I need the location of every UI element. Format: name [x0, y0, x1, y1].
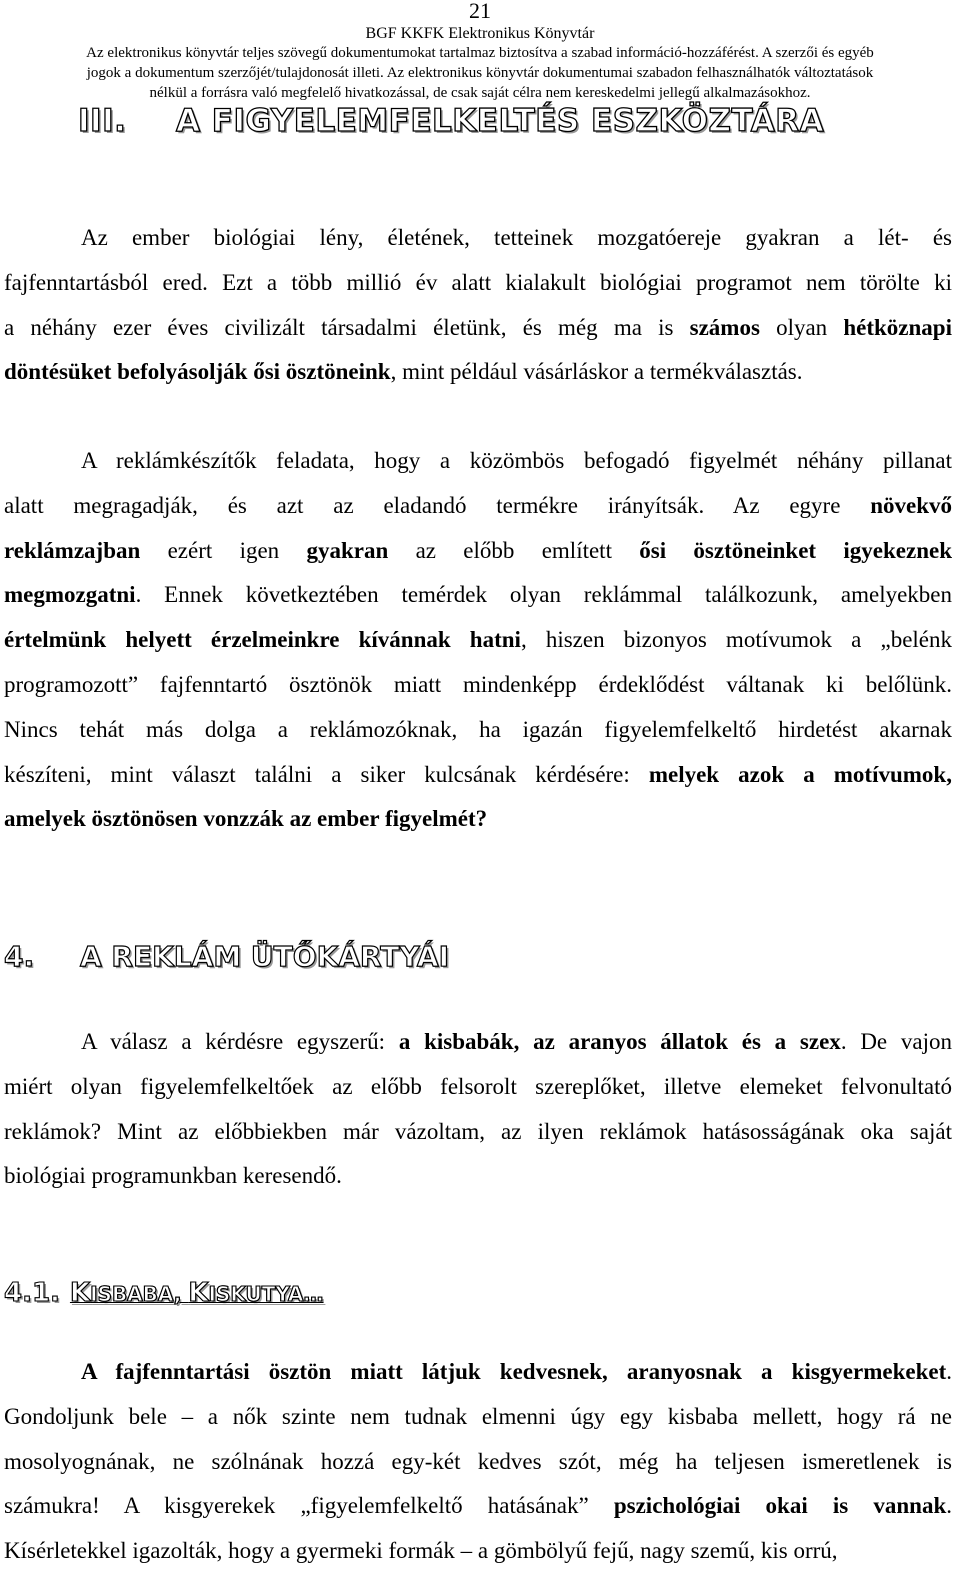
text-run: . [946, 1359, 952, 1384]
text-run: olyan [759, 314, 844, 340]
paragraph-answer [4, 1020, 952, 1199]
bold-text-run: A fajfenntartási ösztön miatt látjuk kedvesnek, aranyosnak a kisgyermekeket [81, 1359, 947, 1384]
text-run: reklámok? Mint az előbbiekben már vázoltam, az ilyen reklámok hatásosságának oka saját [4, 1118, 952, 1144]
header-notice-line3: nélkül a forrásra való megfelelő hivatkozással, de csak saját célra nem kereskedelmi jellegű alkalmazásokhoz. [149, 85, 811, 101]
section-4-1-heading [4, 1278, 323, 1308]
text-run: , mint például vásárláskor a termékválasztás. [390, 359, 803, 385]
text-run: az előbb említett [388, 537, 640, 563]
text-line [4, 1020, 952, 1065]
header-notice-line2: jogok a dokumentum szerzőjét/tulajdonosát illeti. Az elektronikus könyvtár dokumentumai szabadon felhasználhatók változtatások [86, 65, 874, 81]
bold-text-run: pszichológiai okai is vannak [613, 1493, 947, 1519]
text-run: A reklámkészítők feladata, hogy a közömbös befogadó figyelmét néhány pillanat [81, 448, 952, 473]
text-line [4, 1110, 952, 1155]
chapter-number: III. [78, 103, 127, 139]
text-run: készíteni, mint választ találni a siker kulcsának kérdésére: [4, 761, 649, 787]
section-4-heading [4, 940, 449, 973]
text-line [4, 529, 952, 574]
page-number: 21 [469, 0, 491, 23]
paragraph-advertisers [4, 439, 952, 842]
header-notice-line1: Az elektronikus könyvtár teljes szövegű dokumentumokat tartalmaz biztosítva a szabad információ-hozzáférést. A szerzői és egyéb [86, 45, 874, 61]
text-line [4, 261, 952, 306]
text-line [4, 573, 952, 618]
text-run: számukra! A kisgyerekek „figyelemfelkeltő hatásának” [4, 1493, 614, 1519]
text-line [4, 1154, 952, 1199]
header-library-name: BGF KKFK Elektronikus Könyvtár [365, 25, 595, 42]
bold-text-run: a kisbabák, az aranyos állatok és a szex [398, 1029, 841, 1054]
bold-text-run: döntésüket befolyásolják ősi ösztöneink [4, 359, 391, 385]
text-run: A válasz a kérdésre egyszerű: [81, 1029, 399, 1054]
text-run: a néhány ezer éves civilizált társadalmi életünk, és még ma is [4, 314, 690, 340]
text-line [4, 350, 952, 395]
text-run: Az ember biológiai lény, életének, tetteinek mozgatóereje gyakran a lét- és [81, 225, 952, 250]
text-line [4, 1065, 952, 1110]
section-4-title: A REKLÁM ÜTŐKÁRTYÁI [80, 940, 450, 973]
text-run: Gondoljunk bele – a nők szinte nem tudnak elmenni úgy egy kisbaba mellett, hogy rá ne [4, 1403, 952, 1429]
bold-text-run: megmozgatni [4, 582, 136, 608]
chapter-heading [78, 103, 824, 139]
section-4-1-title: KISBABA, KISKUTYA… [69, 1278, 324, 1308]
text-run: mosolyognának, ne szólnának hozzá egy-két kedves szót, még ha teljesen ismeretlenek is [4, 1448, 952, 1474]
text-line [4, 797, 952, 842]
bold-text-run: gyakran [306, 537, 389, 563]
text-line [4, 1395, 952, 1440]
bold-text-run: számos [689, 314, 760, 340]
paragraph-babies [4, 1350, 952, 1574]
text-line [4, 663, 952, 708]
text-line [4, 306, 952, 351]
bold-text-run: hétköznapi [843, 314, 952, 340]
text-line [4, 618, 952, 663]
text-run: . De vajon [840, 1029, 952, 1054]
bold-text-run: növekvő [870, 492, 952, 518]
text-run: miért olyan figyelemfelkeltőek az előbb felsorolt szereplőket, illetve elemeket felvonultató [4, 1073, 952, 1099]
chapter-title: A FIGYELEMFELKELTÉS ESZKÖZTÁRA [176, 103, 825, 139]
text-line [4, 216, 952, 261]
text-line [4, 1440, 952, 1485]
bold-text-run: amelyek ösztönösen vonzzák az ember figyelmét? [4, 806, 488, 832]
text-line [4, 1350, 952, 1395]
text-line [4, 484, 952, 529]
text-line [4, 1529, 952, 1574]
text-line [4, 708, 952, 753]
section-4-number: 4. [4, 940, 35, 973]
text-run: biológiai programunkban keresendő. [4, 1163, 342, 1189]
text-run: . [946, 1493, 952, 1519]
section-4-1-number: 4.1. [4, 1278, 60, 1308]
text-run: . Ennek következtében temérdek olyan reklámmal találkozunk, amelyekben [135, 582, 952, 608]
text-line [4, 753, 952, 798]
text-run: alatt megragadják, és azt az eladandó termékre irányítsák. Az egyre [4, 492, 871, 518]
text-run: fajfenntartásból ered. Ezt a több millió év alatt kialakult biológiai programot nem törölte ki [4, 269, 952, 295]
bold-text-run: reklámzajban [4, 537, 141, 563]
bold-text-run: ősi ösztöneinket igyekeznek [639, 537, 952, 563]
text-run: Kísérletekkel igazolták, hogy a gyermeki formák – a gömbölyű fejű, nagy szemű, kis orrú, [4, 1538, 838, 1564]
text-run: ezért igen [140, 537, 307, 563]
text-run: , hiszen bizonyos motívumok a „belénk [520, 627, 952, 653]
bold-text-run: értelmünk helyett érzelmeinkre kívánnak hatni [4, 627, 521, 653]
bold-text-run: melyek azok a motívumok, [648, 761, 952, 787]
text-line [4, 439, 952, 484]
text-run: programozott” fajfenntartó ösztönök miatt mindenképp érdeklődést váltanak ki belőlünk. [4, 671, 952, 697]
text-line [4, 1484, 952, 1529]
paragraph-intro [4, 216, 952, 395]
text-run: Nincs tehát más dolga a reklámozóknak, ha igazán figyelemfelkeltő hirdetést akarnak [4, 716, 952, 742]
